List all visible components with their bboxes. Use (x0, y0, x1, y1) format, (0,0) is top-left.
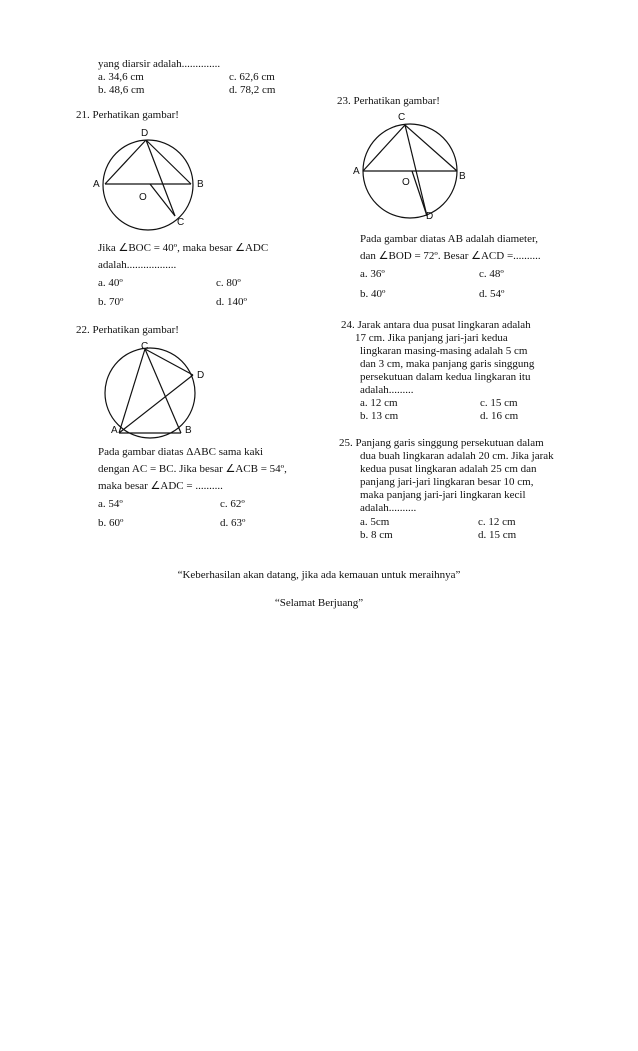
q23-label-o: O (402, 177, 410, 188)
q21-option-b: b. 70º (98, 296, 124, 308)
closing-message: “Selamat Berjuang” (274, 597, 364, 609)
q21-label-c: C (177, 217, 185, 228)
q21-stem-line1: Jika ∠BOC = 40º, maka besar ∠ADC (98, 242, 269, 254)
q21-label-d: D (141, 128, 149, 139)
q21-label-a: A (93, 179, 100, 190)
q22-option-a: a. 54º (98, 498, 123, 510)
q24-stem-line3: lingkaran masing-masing adalah 5 cm (360, 345, 528, 357)
q21-label-o: O (139, 192, 147, 203)
q22-label-a: A (111, 425, 118, 436)
q24-option-c: c. 15 cm (480, 397, 518, 409)
q22-label-d: D (197, 370, 205, 381)
q23-label-d: D (426, 211, 434, 222)
q20-option-a: a. 34,6 cm (98, 71, 144, 83)
q25-stem-line6: adalah.......... (360, 502, 417, 514)
q23-stem-line2: dan ∠BOD = 72º. Besar ∠ACD =.......... (360, 250, 541, 262)
q23-label-a: A (353, 166, 360, 177)
q21-option-a: a. 40º (98, 277, 123, 289)
q23-option-d: d. 54º (479, 288, 505, 300)
q24-stem-line2: 17 cm. Jika panjang jari-jari kedua (355, 332, 508, 344)
q22-option-d: d. 63º (220, 517, 246, 529)
q24-option-a: a. 12 cm (360, 397, 398, 409)
q24-option-b: b. 13 cm (360, 410, 399, 422)
q24-stem-line4: dan 3 cm, maka panjang garis singgung (360, 358, 535, 370)
q20-tail: yang diarsir adalah.............. (98, 58, 221, 70)
q23-title: 23. Perhatikan gambar! (337, 95, 440, 107)
q21-label-b: B (197, 179, 204, 190)
q23-stem-line1: Pada gambar diatas AB adalah diameter, (360, 233, 538, 245)
q24-stem-line1: 24. Jarak antara dua pusat lingkaran adalah (341, 319, 531, 331)
q22-label-c: C (141, 341, 149, 352)
q24-stem-line6: adalah......... (360, 384, 414, 396)
q22-stem-line2: dengan AC = BC. Jika besar ∠ACB = 54º, (98, 463, 287, 475)
q22-stem-line3: maka besar ∠ADC = .......... (98, 480, 223, 492)
q25-option-d: d. 15 cm (478, 529, 517, 541)
motivational-quote: “Keberhasilan akan datang, jika ada kemauan untuk meraihnya” (177, 569, 461, 581)
q21-title: 21. Perhatikan gambar! (76, 109, 179, 121)
q22-option-b: b. 60º (98, 517, 124, 529)
q22-stem-line1: Pada gambar diatas ΔABC sama kaki (98, 446, 264, 458)
q22-title: 22. Perhatikan gambar! (76, 324, 179, 336)
q22-label-b: B (185, 425, 192, 436)
q25-option-b: b. 8 cm (360, 529, 393, 541)
q21-stem-line2: adalah.................. (98, 259, 177, 271)
q25-stem-line1: 25. Panjang garis singgung persekutuan dalam (339, 437, 544, 449)
q25-stem-line5: maka panjang jari-jari lingkaran kecil (360, 489, 526, 501)
q23-label-b: B (459, 171, 466, 182)
q22-option-c: c. 62º (220, 498, 245, 510)
q20-option-b: b. 48,6 cm (98, 84, 145, 96)
q21-option-c: c. 80º (216, 277, 241, 289)
q20-option-c: c. 62,6 cm (229, 71, 275, 83)
q25-stem-line2: dua buah lingkaran adalah 20 cm. Jika jarak (360, 450, 554, 462)
q25-stem-line4: panjang jari-jari lingkaran besar 10 cm, (360, 476, 534, 488)
q24-option-d: d. 16 cm (480, 410, 519, 422)
q25-option-a: a. 5cm (360, 516, 390, 528)
q25-option-c: c. 12 cm (478, 516, 516, 528)
q23-option-b: b. 40º (360, 288, 386, 300)
q23-option-c: c. 48º (479, 268, 504, 280)
q23-label-c: C (398, 112, 406, 123)
q23-option-a: a. 36º (360, 268, 385, 280)
q24-stem-line5: persekutuan dalam kedua lingkaran itu (360, 371, 531, 383)
q25-stem-line3: kedua pusat lingkaran adalah 25 cm dan (360, 463, 537, 475)
q20-option-d: d. 78,2 cm (229, 84, 276, 96)
q21-option-d: d. 140º (216, 296, 247, 308)
